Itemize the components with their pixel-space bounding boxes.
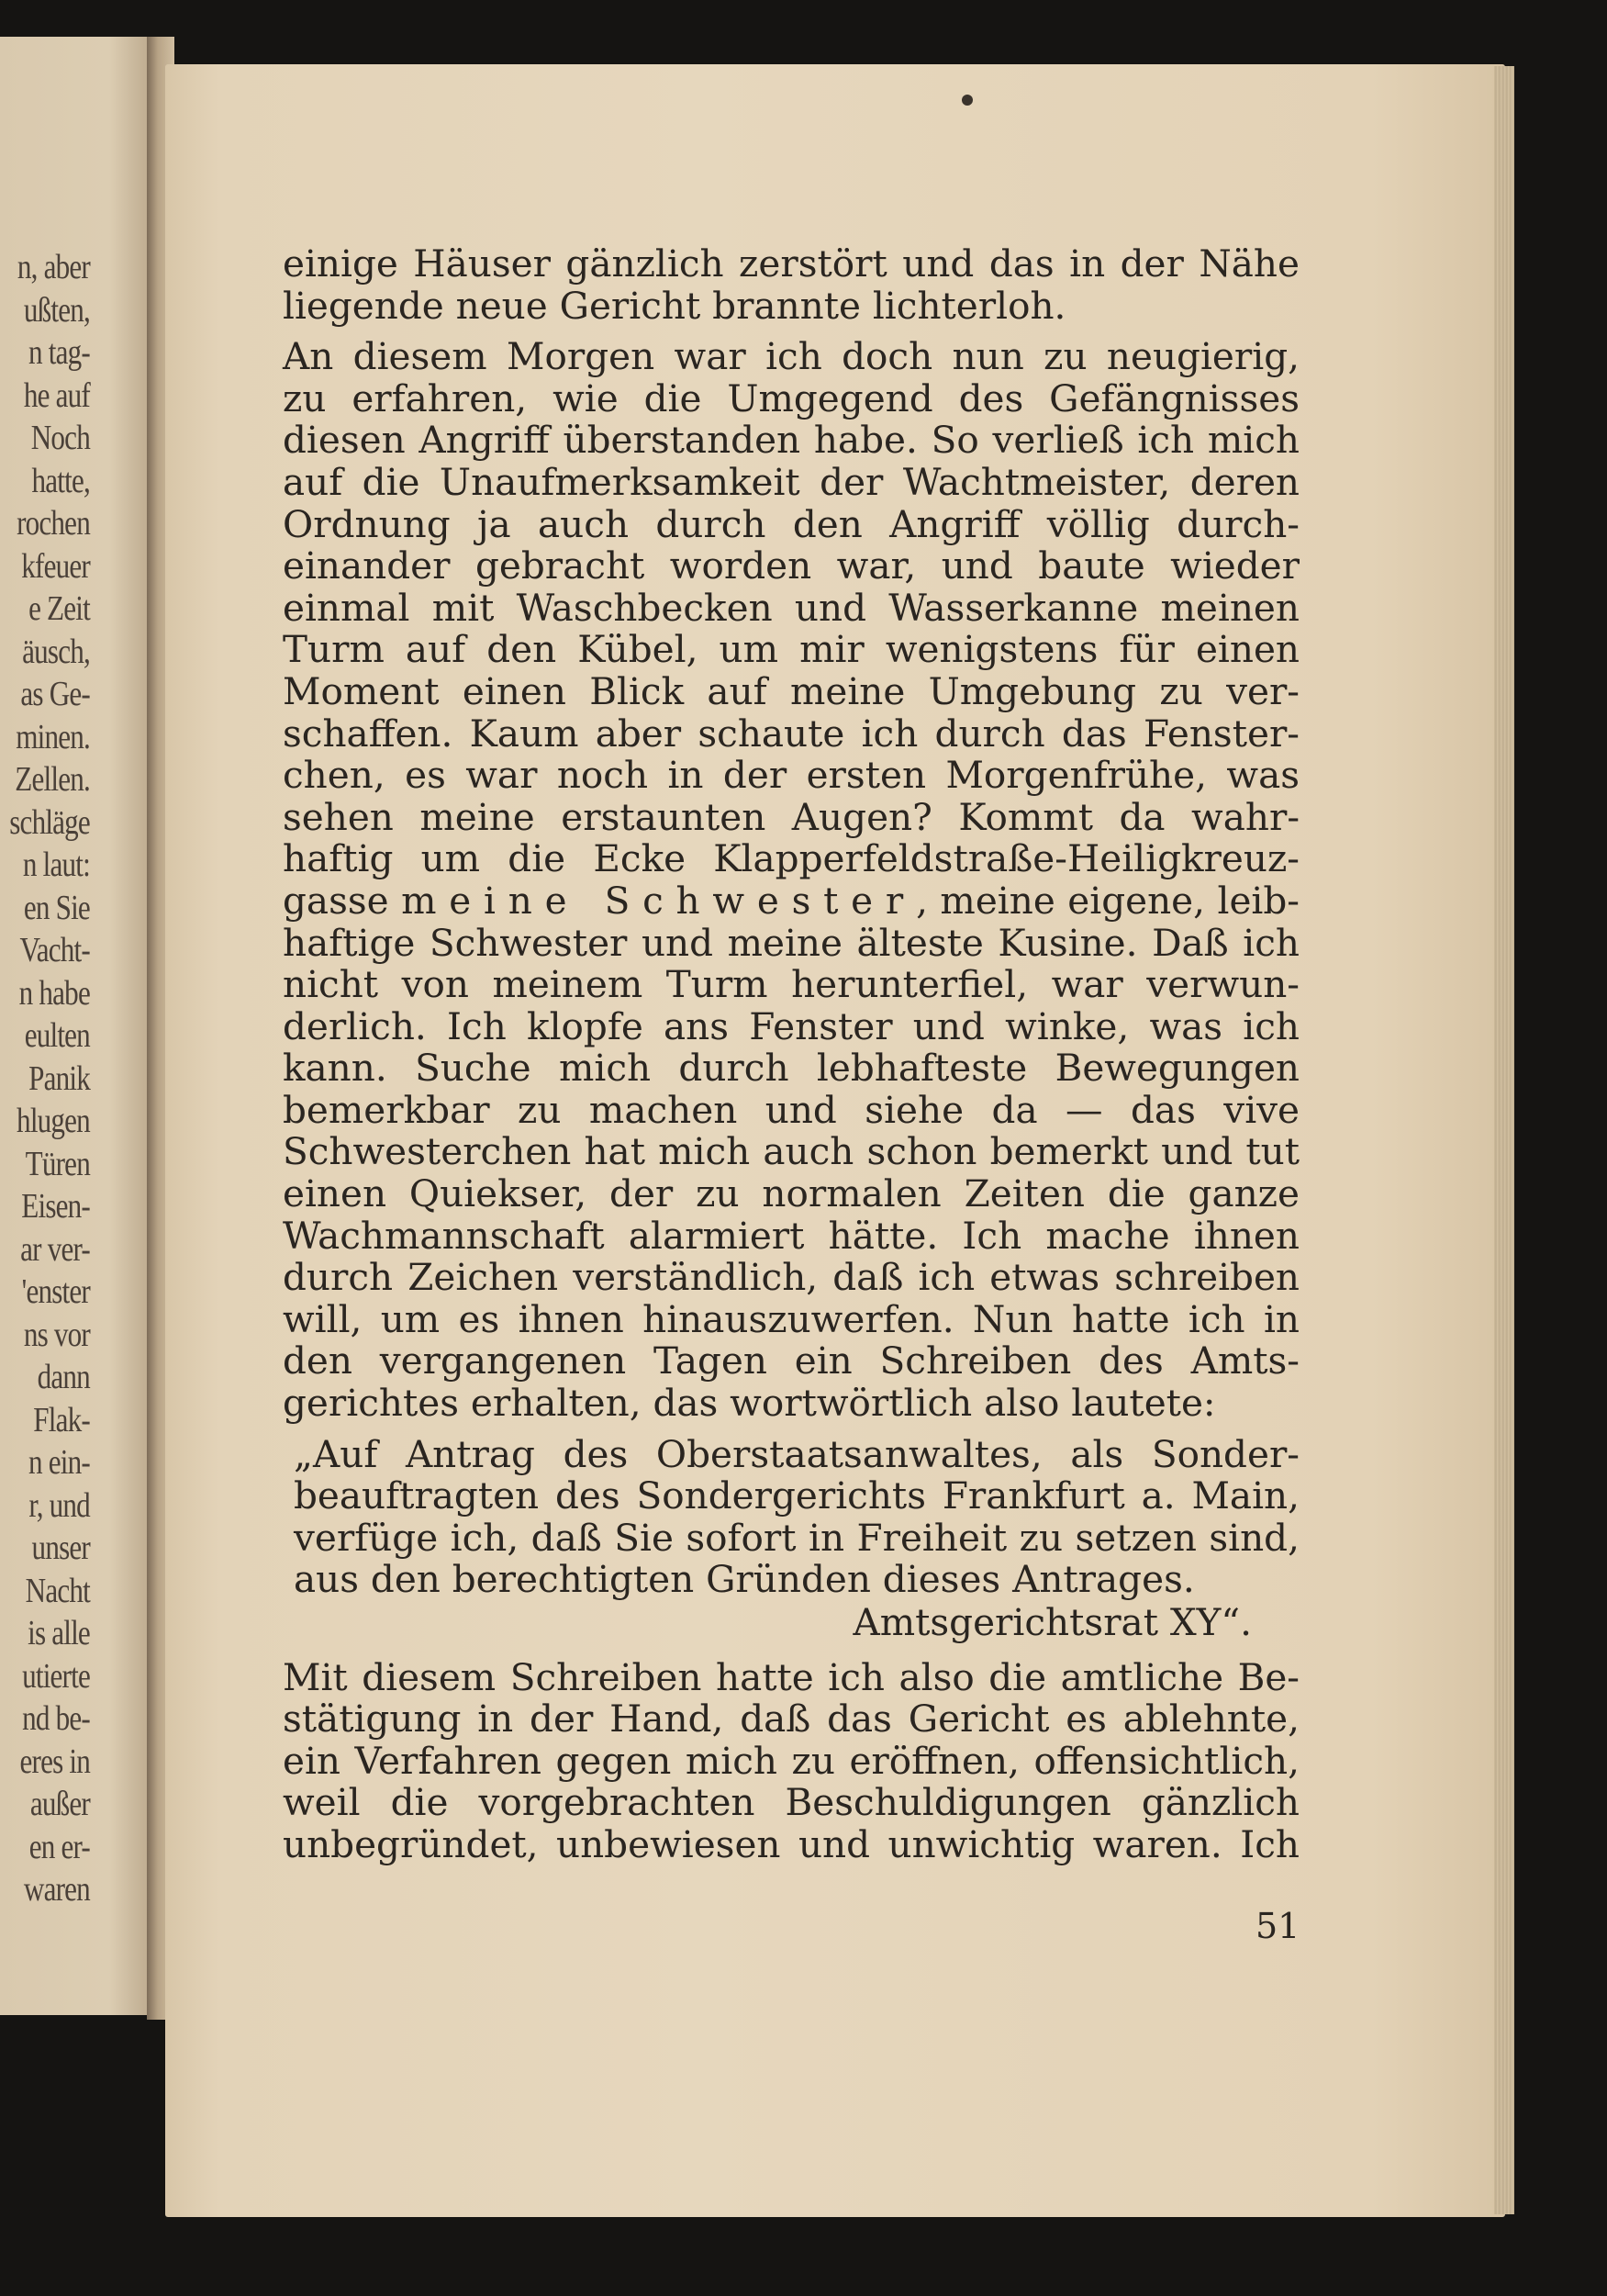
text-line: An diesem Morgen war ich doch nun zu neugierig, — [283, 334, 1300, 379]
previous-page-line: nd be- — [22, 1699, 90, 1738]
text-line: nicht von meinem Turm herunterfiel, war verwun- — [283, 962, 1300, 1007]
previous-page-line: is alle — [28, 1614, 90, 1652]
text-line: beauftragten des Sondergerichts Frankfurt a. Main, — [294, 1473, 1300, 1518]
previous-page-line: Vacht- — [19, 931, 90, 969]
text-line: aus den berechtigten Gründen dieses Antrages. — [294, 1557, 1195, 1602]
quoted-letter — [283, 1431, 1300, 1644]
previous-page-line: n tag- — [28, 333, 90, 372]
text-line: gerichtes erhalten, das wortwörtlich also lautete: — [283, 1381, 1216, 1426]
letter-signature: Amtsgerichtsrat XY“. — [853, 1600, 1252, 1644]
previous-page-line: Zellen. — [15, 760, 91, 799]
text-line: liegende neue Gericht brannte lichterloh. — [283, 283, 1066, 328]
previous-page-line: kfeuer — [21, 546, 90, 586]
text-line: haftig um die Ecke Klapperfeldstraße-Heiligkreuz- — [283, 836, 1300, 881]
text-line: will, um es ihnen hinauszuwerfen. Nun hatte ich in — [283, 1296, 1300, 1341]
text-line: einige Häuser gänzlich zerstört und das in der Nähe — [283, 241, 1300, 286]
previous-page-line: eulten — [24, 1016, 90, 1055]
previous-page-line: Panik — [28, 1058, 90, 1098]
previous-page-line: en Sie — [23, 888, 90, 927]
text-line: kann. Suche mich durch lebhafteste Bewegungen — [283, 1046, 1300, 1091]
text-line: ein Verfahren gegen mich zu eröffnen, offensichtlich, — [283, 1738, 1300, 1783]
previous-page-line: rochen — [17, 504, 91, 543]
previous-page-line: Türen — [25, 1144, 90, 1183]
previous-page-line: hlugen — [17, 1102, 91, 1140]
paragraph — [283, 1654, 1300, 1866]
text-line: zu erfahren, wie die Umgegend des Gefängnisses — [283, 375, 1300, 420]
previous-page — [0, 37, 156, 2015]
text-line: derlich. Ich klopfe ans Fenster und winke, was ich — [283, 1003, 1300, 1048]
text-line: Moment einen Blick auf meine Umgebung zu ver- — [283, 668, 1300, 713]
ink-dot — [962, 95, 973, 106]
text-line: „Auf Antrag des Oberstaatsanwaltes, als Sonder- — [294, 1431, 1300, 1476]
previous-page-line: 'enster — [21, 1272, 90, 1311]
previous-page-line: äusch, — [22, 632, 90, 671]
text-line: sehen meine erstaunten Augen? Kommt da wahr- — [283, 794, 1300, 839]
previous-page-line: außer — [29, 1785, 90, 1823]
previous-page-line: schläge — [9, 802, 90, 842]
previous-page-text — [0, 246, 90, 1911]
paragraph — [283, 336, 1300, 1424]
page-body-text — [283, 243, 1300, 1866]
previous-page-line: as Ge- — [20, 675, 90, 713]
text-line: Ordnung ja auch durch den Angriff völlig durch- — [283, 501, 1300, 546]
previous-page-line: n, aber — [17, 248, 91, 286]
previous-page-line: ar ver- — [20, 1229, 91, 1269]
previous-page-line: en er- — [28, 1827, 90, 1866]
page-number: 51 — [1255, 1906, 1300, 1946]
previous-page-line: Noch — [30, 419, 90, 457]
text-line: verfüge ich, daß Sie sofort in Freiheit zu setzen sind, — [294, 1515, 1300, 1560]
text-line: diesen Angriff überstanden habe. So verließ ich mich — [283, 418, 1300, 463]
text-line: unbegründet, unbewiesen und unwichtig waren. Ich — [283, 1821, 1300, 1866]
emphasized-text: meine Schwester — [401, 878, 917, 923]
previous-page-line: unser — [31, 1529, 90, 1567]
text-line: Schwesterchen hat mich auch schon bemerkt und tut — [283, 1129, 1300, 1174]
previous-page-line: Flak- — [33, 1400, 90, 1439]
text-line: den vergangenen Tagen ein Schreiben des Amts- — [283, 1338, 1300, 1383]
text-line: schaffen. Kaum aber schaute ich durch das Fenster- — [283, 711, 1300, 756]
previous-page-line: n laut: — [22, 846, 90, 884]
previous-page-line: eres in — [19, 1742, 90, 1781]
previous-page-line: r, und — [28, 1485, 90, 1525]
previous-page-line: Nacht — [25, 1571, 90, 1610]
text-line: weil die vorgebrachten Beschuldigungen gänzlich — [283, 1780, 1300, 1825]
text-line: Wachmannschaft alarmiert hätte. Ich mache ihnen — [283, 1213, 1300, 1258]
previous-page-line: waren — [23, 1870, 90, 1909]
text-line-spaced — [283, 880, 1300, 923]
text-line: Mit diesem Schreiben hatte ich also die amtliche Be- — [283, 1654, 1300, 1699]
text-line: Turm auf den Kübel, um mir wenigstens für einen — [283, 627, 1300, 672]
previous-page-line: ns vor — [23, 1315, 90, 1354]
previous-page-line: he auf — [23, 375, 90, 415]
text-line: durch Zeichen verständlich, daß ich etwas schreiben — [283, 1255, 1300, 1300]
text-line: einmal mit Waschbecken und Wasserkanne meinen — [283, 585, 1300, 630]
previous-page-line: dann — [37, 1358, 90, 1396]
text-line: chen, es war noch in der ersten Morgenfrühe, was — [283, 753, 1300, 798]
previous-page-line: Eisen- — [21, 1187, 90, 1226]
previous-page-line: e Zeit — [28, 589, 90, 628]
previous-page-line: minen. — [16, 717, 90, 756]
paragraph — [283, 243, 1300, 327]
text-line: stätigung in der Hand, daß das Gericht es ablehnte, — [283, 1697, 1300, 1742]
text-line: haftige Schwester und meine älteste Kusine. Daß ich — [283, 920, 1300, 965]
text-line: einander gebracht worden war, und baute wieder — [283, 543, 1300, 588]
page-edge — [1494, 66, 1514, 2214]
text-fragment: , meine eigene, leib- — [916, 878, 1300, 923]
previous-page-line: n habe — [18, 973, 90, 1013]
text-fragment: gasse — [283, 878, 389, 923]
previous-page-line: n ein- — [28, 1443, 90, 1482]
previous-page-line: utierte — [22, 1656, 90, 1696]
text-line: auf die Unaufmerksamkeit der Wachtmeister, deren — [283, 459, 1300, 504]
previous-page-line: ußten, — [23, 290, 90, 330]
previous-page-line: hatte, — [31, 461, 90, 500]
text-line: einen Quiekser, der zu normalen Zeiten die ganze — [283, 1171, 1300, 1216]
text-line: bemerkbar zu machen und siehe da — das vive — [283, 1087, 1300, 1132]
